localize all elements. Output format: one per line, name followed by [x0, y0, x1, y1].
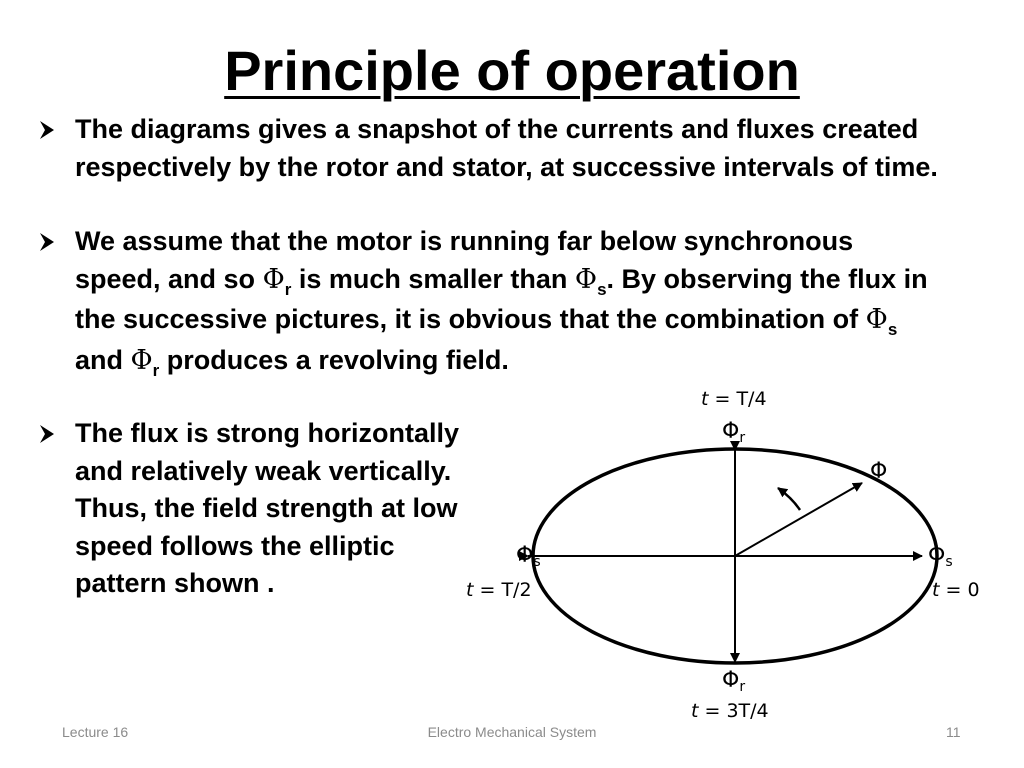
- bullet-2: [38, 223, 938, 382]
- top-time-label: t = T/4: [701, 388, 767, 410]
- right-phi-label: Φs: [928, 543, 953, 570]
- arrow-bullet-icon: [38, 111, 68, 140]
- bullet-1-text: The diagrams gives a snapshot of the currents and fluxes created respectively by the rotor and stator, at successive intervals of time.: [75, 114, 938, 182]
- right-time-label: t = 0: [932, 579, 980, 601]
- footer-lecture: Lecture 16: [62, 724, 129, 740]
- bullet-3: [38, 415, 468, 603]
- phi-symbol: Φ: [574, 263, 598, 295]
- bottom-phi-label: Φr: [722, 668, 746, 695]
- phi-symbol: Φ: [130, 344, 153, 376]
- slide-title: Principle of operation: [224, 39, 800, 102]
- arrow-bullet-icon: [38, 223, 68, 252]
- footer-page-number: 11: [946, 724, 961, 740]
- resultant-phi-label: Φ: [870, 459, 888, 484]
- resultant-flux-arrow: [735, 483, 862, 556]
- top-phi-label: Φr: [722, 419, 746, 446]
- rotation-arrow: [778, 488, 800, 510]
- bottom-time-label: t = 3T/4: [691, 700, 769, 722]
- bullet-1: [38, 111, 958, 186]
- phi-symbol: Φ: [262, 263, 285, 295]
- bullet-2-text: We assume that the motor is running far below synchronous speed, and so $\Phi_r$ is much smaller than $\Phi_s$. By observing the flux in the successive pictures, it is obvious that the combination of $\Phi_s$ and $\Phi_r$ produces a revolving field.: [75, 226, 928, 380]
- footer-course: Electro Mechanical System: [427, 724, 597, 740]
- arrow-bullet-icon: [38, 415, 68, 444]
- flux-ellipse-diagram: [458, 380, 998, 725]
- left-time-label: t = T/2: [466, 579, 532, 601]
- phi-symbol: Φ: [865, 304, 888, 335]
- left-phi-label: Φs: [516, 543, 541, 570]
- bullet-3-text: The flux is strong horizontally and relatively weak vertically. Thus, the field strength at low speed follows the elliptic pattern shown .: [75, 418, 460, 598]
